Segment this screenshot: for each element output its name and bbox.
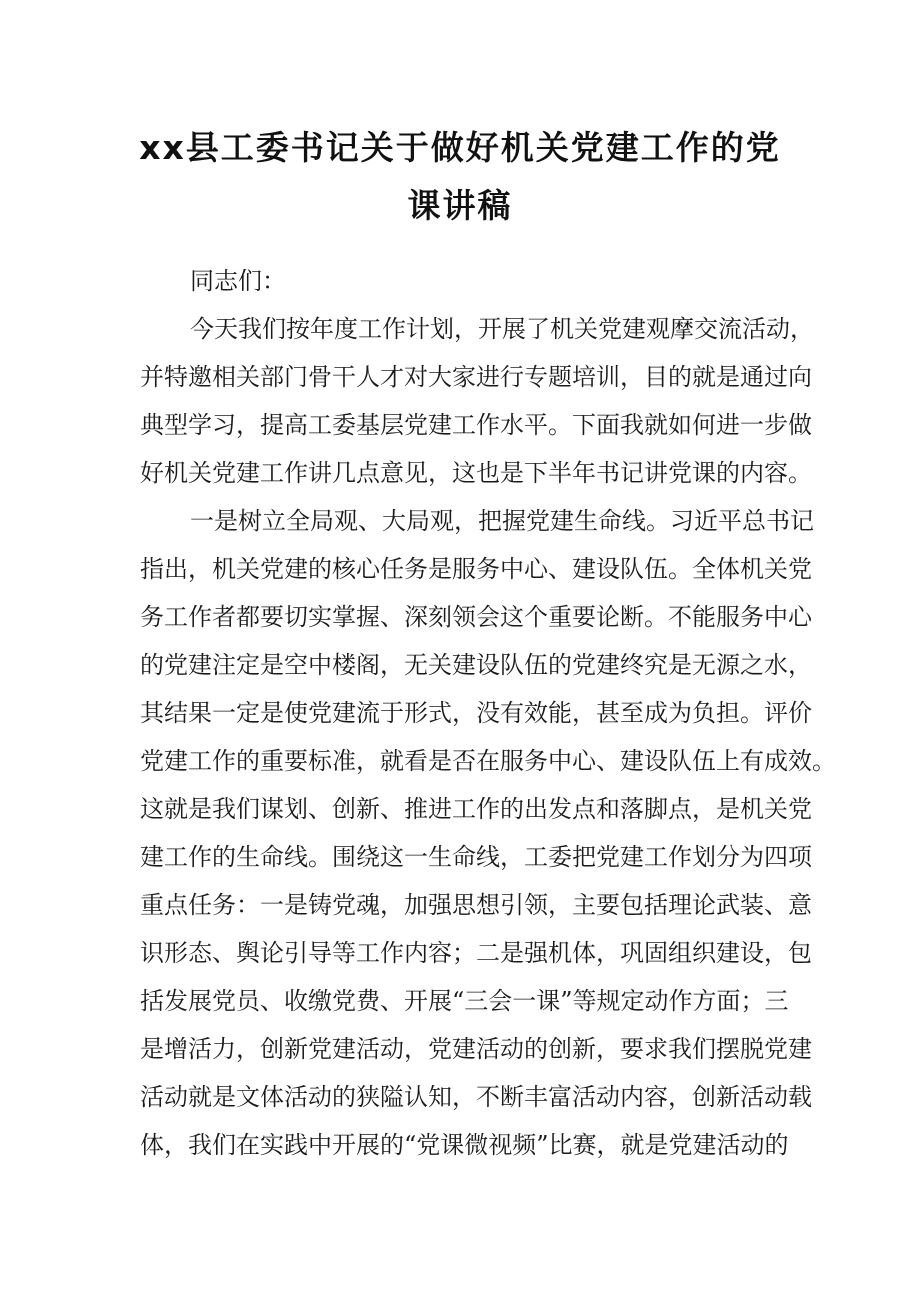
document-title-line-1: xx县工委书记关于做好机关党建工作的党 (139, 128, 781, 167)
paragraph-2-line: 一是树立全局观、大局观，把握党建生命线。习近平总书记 (190, 507, 814, 535)
paragraph-2-line: 务工作者都要切实掌握、深刻领会这个重要论断。不能服务中心 (140, 603, 812, 631)
paragraph-1-line: 好机关党建工作讲几点意见，这也是下半年书记讲党课的内容。 (140, 459, 812, 487)
paragraph-2-line: 活动就是文体活动的狭隘认知，不断丰富活动内容，创新活动载 (140, 1083, 812, 1111)
paragraph-1-line: 典型学习，提高工委基层党建工作水平。下面我就如何进一步做 (140, 411, 812, 439)
paragraph-2-line: 体，我们在实践中开展的“党课微视频”比赛，就是党建活动的 (140, 1131, 789, 1159)
paragraph-2-line: 重点任务：一是铸党魂，加强思想引领，主要包括理论武装、意 (140, 891, 812, 919)
paragraph-2-line: 的党建注定是空中楼阁，无关建设队伍的党建终究是无源之水， (140, 651, 812, 679)
paragraph-2-line: 识形态、舆论引导等工作内容；二是强机体，巩固组织建设，包 (140, 939, 812, 967)
paragraph-2-line: 是增活力，创新党建活动，党建活动的创新，要求我们摆脱党建 (140, 1035, 812, 1063)
paragraph-1-line: 并特邀相关部门骨干人才对大家进行专题培训，目的就是通过向 (140, 363, 812, 391)
document-title-line-2: 课讲稿 (407, 186, 513, 225)
paragraph-2-line: 这就是我们谋划、创新、推进工作的出发点和落脚点，是机关党 (140, 795, 812, 823)
salutation: 同志们： (190, 267, 286, 295)
paragraph-2-line: 括发展党员、收缴党费、开展“三会一课”等规定动作方面；三 (140, 987, 789, 1015)
paragraph-1-line: 今天我们按年度工作计划，开展了机关党建观摩交流活动， (190, 315, 814, 343)
paragraph-2-line: 其结果一定是使党建流于形式，没有效能，甚至成为负担。评价 (140, 699, 812, 727)
paragraph-2-line: 党建工作的重要标准，就看是否在服务中心、建设队伍上有成效。 (140, 747, 836, 775)
paragraph-2-line: 指出，机关党建的核心任务是服务中心、建设队伍。全体机关党 (140, 555, 812, 583)
paragraph-2-line: 建工作的生命线。围绕这一生命线，工委把党建工作划分为四项 (140, 843, 812, 871)
